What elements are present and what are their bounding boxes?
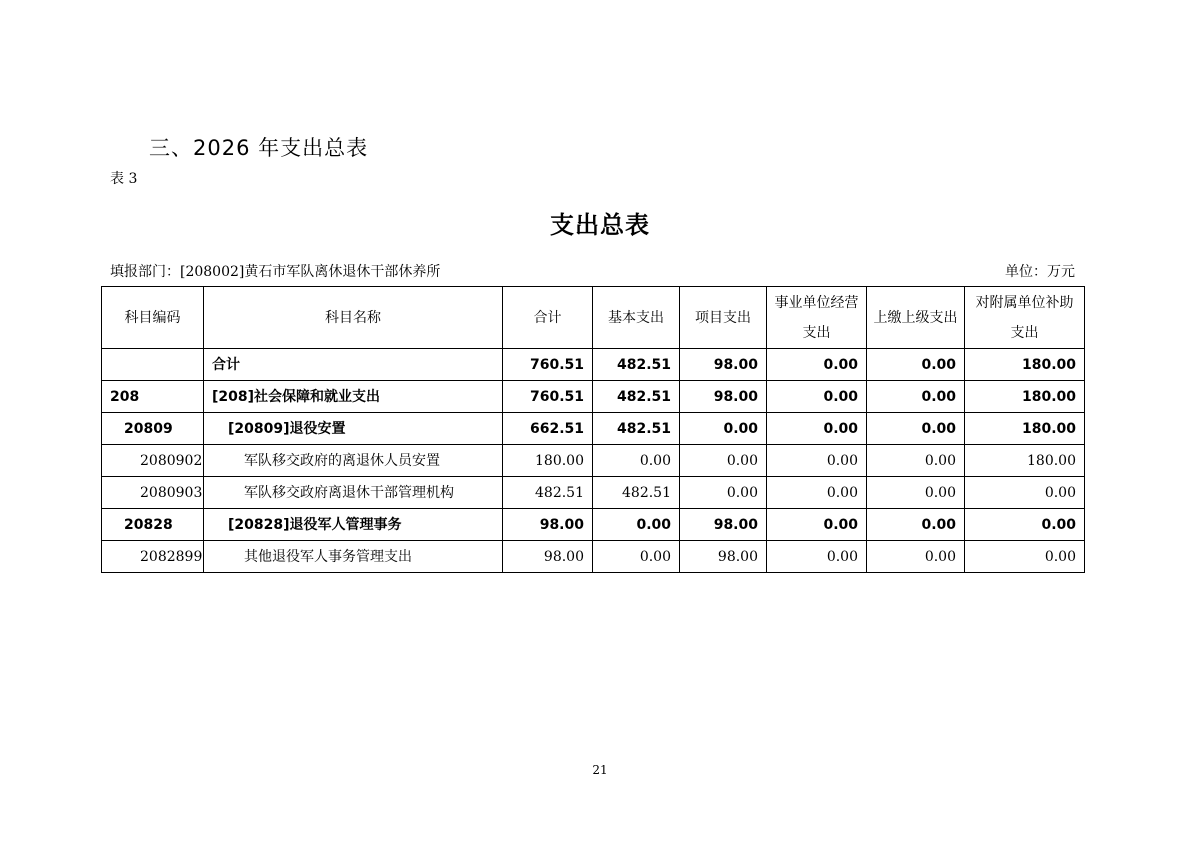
cell-project: 98.00	[680, 509, 767, 541]
cell-basic: 482.51	[593, 349, 680, 381]
cell-basic: 482.51	[593, 381, 680, 413]
unit-label: 单位：万元	[1005, 264, 1075, 280]
cell-business: 0.00	[767, 381, 867, 413]
header-total: 合计	[503, 287, 593, 349]
cell-subsidy: 180.00	[965, 349, 1085, 381]
cell-subsidy: 0.00	[965, 509, 1085, 541]
cell-project: 0.00	[680, 477, 767, 509]
cell-name: [20809]退役安置	[204, 413, 503, 445]
cell-name: [208]社会保障和就业支出	[204, 381, 503, 413]
cell-total: 98.00	[503, 541, 593, 573]
department-label: 填报部门：[208002]黄石市军队离休退休干部休养所	[110, 264, 441, 280]
cell-total: 98.00	[503, 509, 593, 541]
header-code: 科目编码	[102, 287, 204, 349]
cell-basic: 0.00	[593, 541, 680, 573]
cell-project: 98.00	[680, 349, 767, 381]
table-row	[102, 445, 1085, 477]
cell-upper: 0.00	[867, 509, 965, 541]
cell-project: 98.00	[680, 381, 767, 413]
table-row	[102, 509, 1085, 541]
cell-name: 军队移交政府的离退休人员安置	[204, 445, 503, 477]
cell-upper: 0.00	[867, 541, 965, 573]
cell-code: 20828	[102, 509, 204, 541]
cell-subsidy: 0.00	[965, 541, 1085, 573]
cell-name: 军队移交政府离退休干部管理机构	[204, 477, 503, 509]
cell-total: 482.51	[503, 477, 593, 509]
cell-name: [20828]退役军人管理事务	[204, 509, 503, 541]
cell-project: 0.00	[680, 445, 767, 477]
cell-project: 98.00	[680, 541, 767, 573]
cell-code: 2080902	[102, 445, 204, 477]
table-row	[102, 381, 1085, 413]
cell-code	[102, 349, 204, 381]
section-title: 三、2026 年支出总表	[149, 136, 369, 160]
cell-basic: 0.00	[593, 445, 680, 477]
cell-business: 0.00	[767, 445, 867, 477]
cell-code: 20809	[102, 413, 204, 445]
cell-subsidy: 180.00	[965, 445, 1085, 477]
table-number: 表 3	[110, 171, 138, 187]
page-number: 21	[592, 763, 608, 777]
cell-business: 0.00	[767, 349, 867, 381]
cell-business: 0.00	[767, 477, 867, 509]
cell-name: 其他退役军人事务管理支出	[204, 541, 503, 573]
table-row	[102, 477, 1085, 509]
cell-subsidy: 0.00	[965, 477, 1085, 509]
cell-basic: 482.51	[593, 413, 680, 445]
cell-code: 208	[102, 381, 204, 413]
cell-total: 180.00	[503, 445, 593, 477]
cell-upper: 0.00	[867, 381, 965, 413]
cell-basic: 0.00	[593, 509, 680, 541]
cell-upper: 0.00	[867, 349, 965, 381]
header-upper: 上缴上级支出	[867, 287, 965, 349]
header-name: 科目名称	[204, 287, 503, 349]
header-project: 项目支出	[680, 287, 767, 349]
table-row	[102, 541, 1085, 573]
table-row	[102, 413, 1085, 445]
header-subsidy: 对附属单位补助支出	[965, 287, 1085, 349]
cell-upper: 0.00	[867, 413, 965, 445]
cell-upper: 0.00	[867, 445, 965, 477]
cell-total: 760.51	[503, 381, 593, 413]
cell-total: 662.51	[503, 413, 593, 445]
cell-name: 合计	[204, 349, 503, 381]
table-row	[102, 349, 1085, 381]
cell-business: 0.00	[767, 413, 867, 445]
cell-business: 0.00	[767, 541, 867, 573]
cell-code: 2080903	[102, 477, 204, 509]
cell-subsidy: 180.00	[965, 381, 1085, 413]
cell-total: 760.51	[503, 349, 593, 381]
cell-project: 0.00	[680, 413, 767, 445]
header-business: 事业单位经营支出	[767, 287, 867, 349]
cell-upper: 0.00	[867, 477, 965, 509]
table-header-row	[102, 287, 1085, 349]
expense-summary-table	[101, 286, 1085, 573]
cell-subsidy: 180.00	[965, 413, 1085, 445]
header-basic: 基本支出	[593, 287, 680, 349]
page-title: 支出总表	[550, 211, 650, 239]
cell-code: 2082899	[102, 541, 204, 573]
cell-basic: 482.51	[593, 477, 680, 509]
cell-business: 0.00	[767, 509, 867, 541]
